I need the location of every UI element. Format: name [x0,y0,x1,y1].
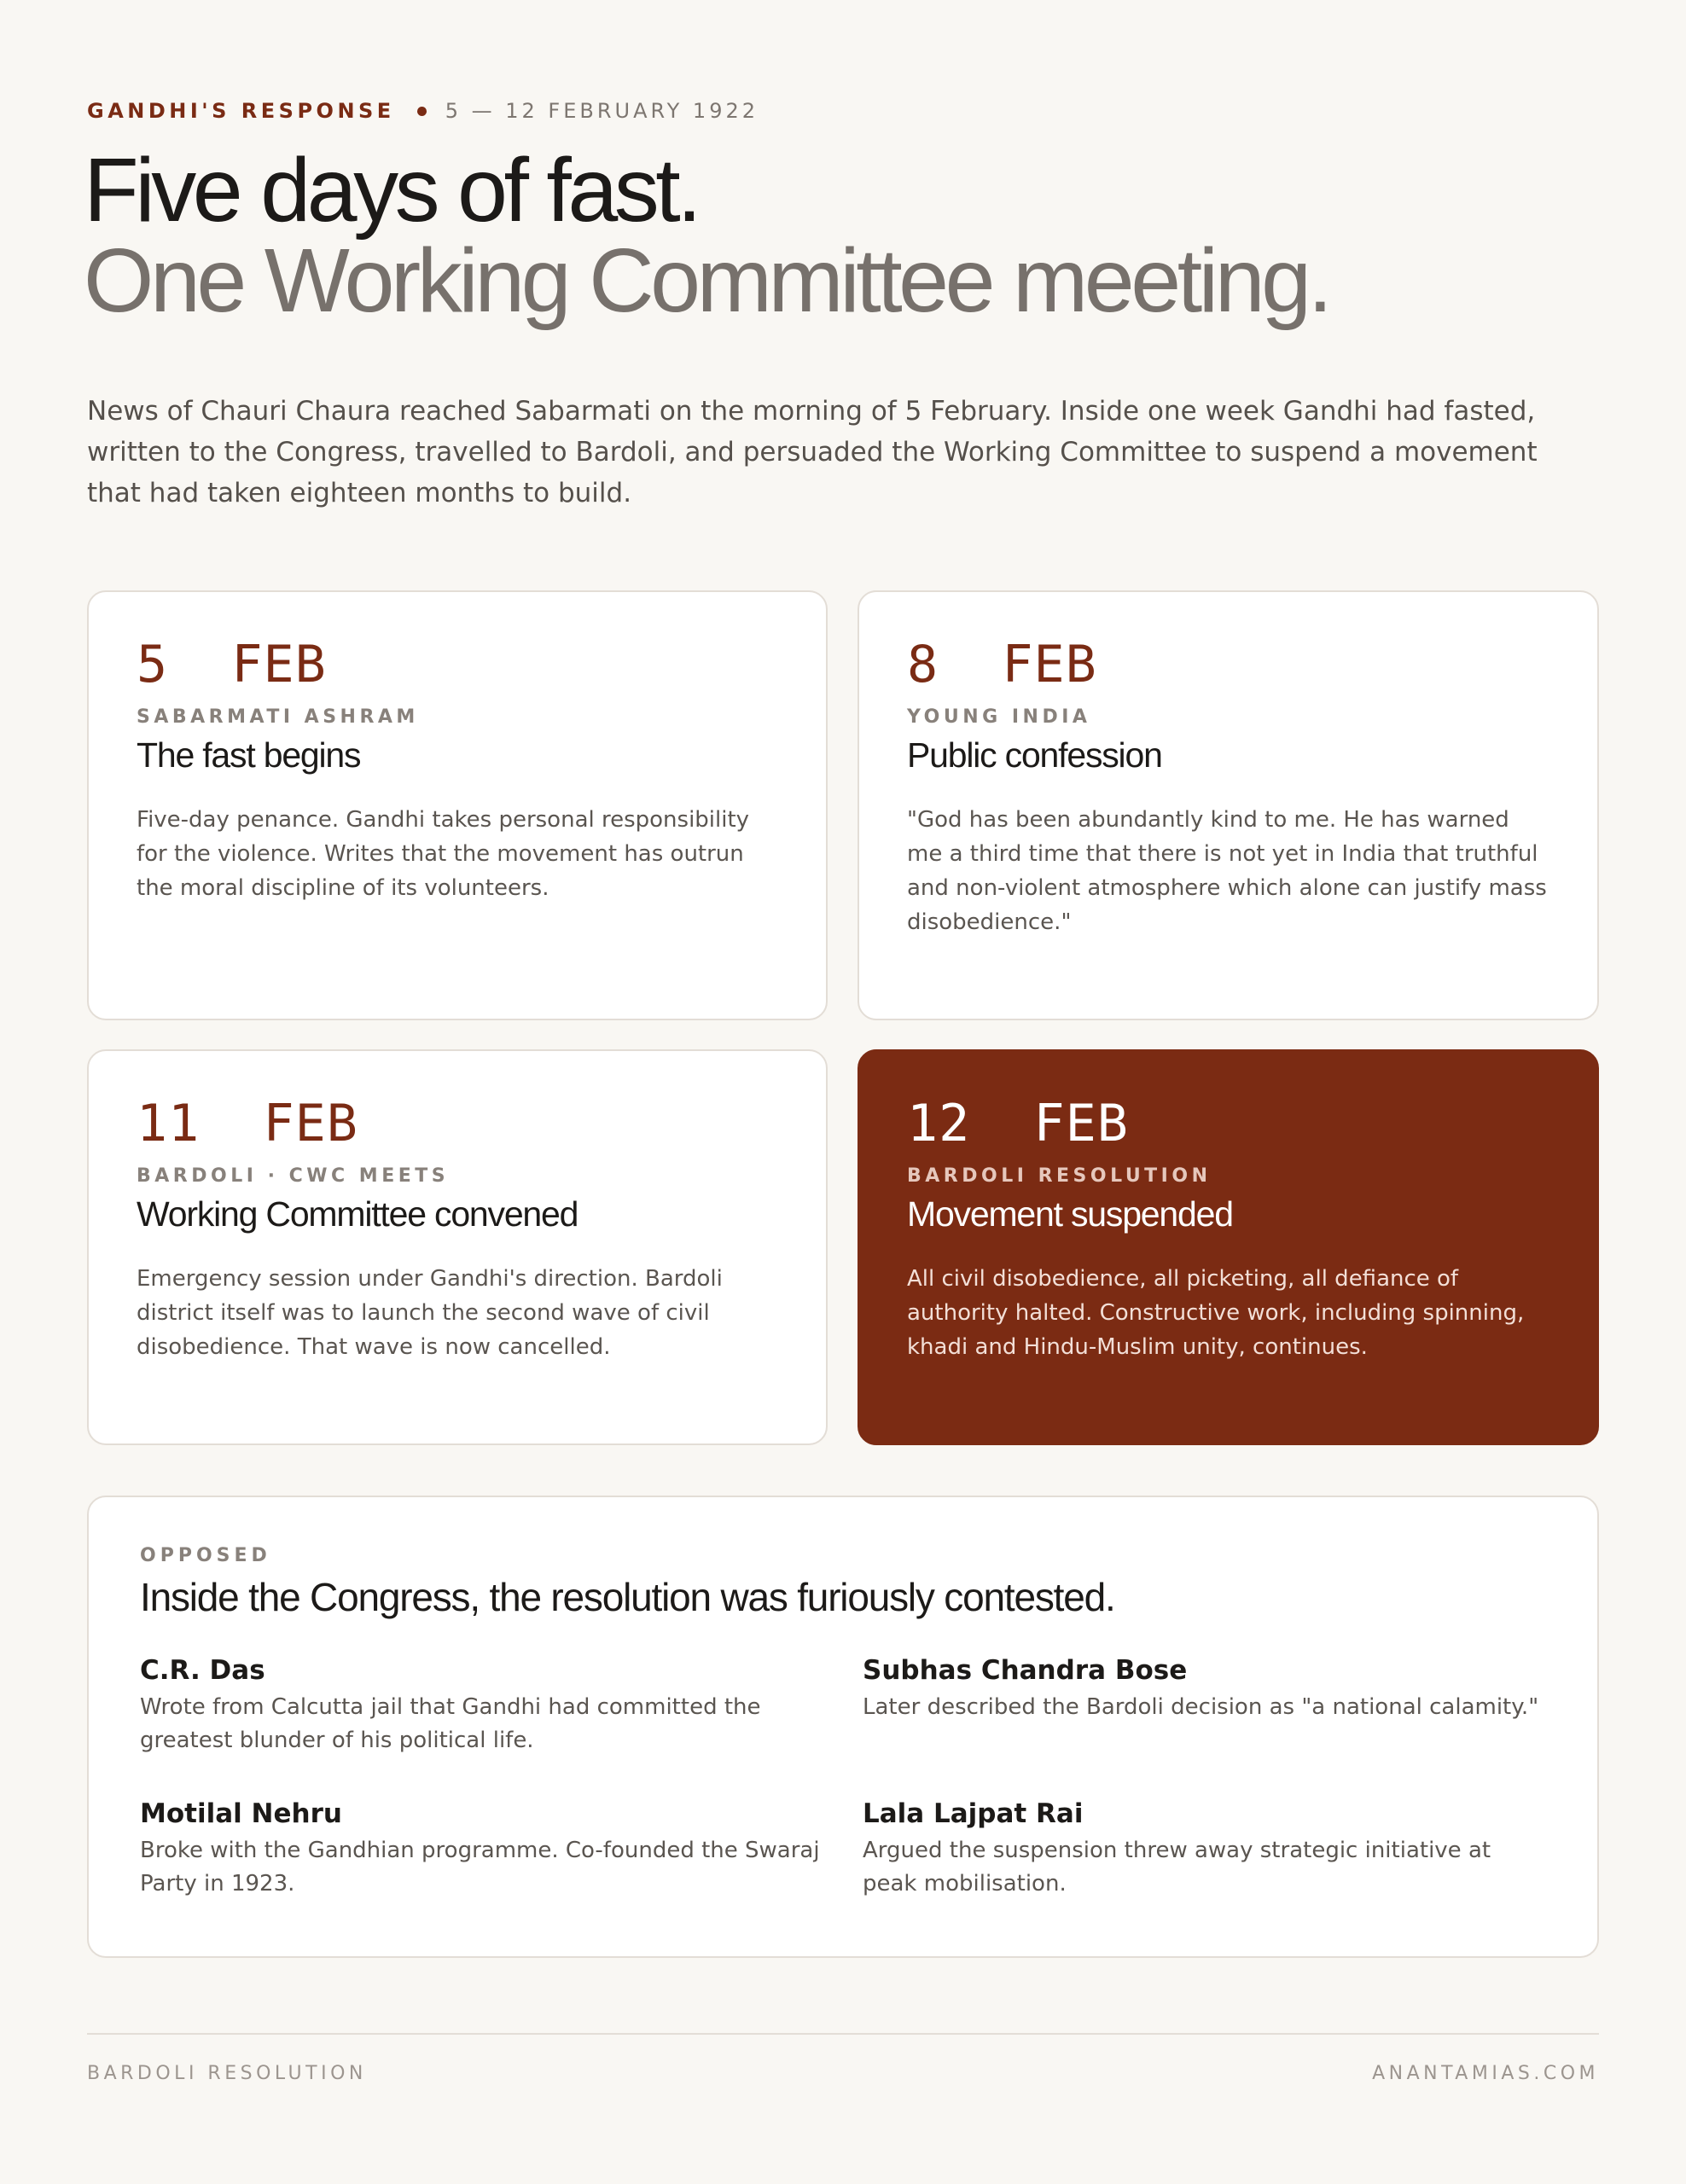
opposed-people [140,1653,1546,1926]
person-cr-das [140,1653,823,1757]
card-body: Emergency session under Gandhi's direction. Bardoli district itself was to launch the second wave of civil disobedience. That wave is now cancelled. [137,1266,723,1360]
kicker-dates: 5 — 12 FEBRUARY 1922 [445,99,759,123]
person-motilal-nehru [140,1797,823,1901]
headline [84,140,1329,331]
person-name: Motilal Nehru [140,1798,342,1829]
person-desc: Wrote from Calcutta jail that Gandhi had committed the greatest blunder of his political life. [140,1694,761,1753]
person-desc: Argued the suspension threw away strategic initiative at peak mobilisation. [863,1838,1491,1896]
person-name: Lala Lajpat Rai [863,1798,1084,1829]
timeline-card-5-feb [87,590,828,1020]
intro-paragraph: News of Chauri Chaura reached Sabarmati on the morning of 5 February. Inside one week Gandhi had fasted, written to the Congress, travelled to Bardoli, and persuaded the Working Committee to suspend a movement that had taken eighteen months to build. [87,396,1538,508]
card-date: 8 FEB [907,635,1097,694]
timeline-card-12-feb [858,1049,1599,1445]
person-lala-lajpat-rai [863,1797,1545,1901]
card-title: Movement suspended [907,1194,1233,1234]
headline-line-1: Five days of fast. [84,140,699,241]
person-name: Subhas Chandra Bose [863,1655,1188,1686]
person-name: C.R. Das [140,1655,265,1686]
person-desc: Broke with the Gandhian programme. Co-founded the Swaraj Party in 1923. [140,1838,820,1896]
bullet-dot-icon [417,107,427,116]
opposed-label: OPPOSED [140,1545,271,1566]
headline-line-2: One Working Committee meeting. [84,230,1329,331]
card-place: SABARMATI ASHRAM [137,706,419,728]
kicker-label: GANDHI'S RESPONSE [87,99,395,123]
card-date: 5 FEB [137,635,327,694]
footer-divider [87,2033,1599,2035]
card-place: BARDOLI RESOLUTION [907,1165,1212,1187]
footer-right: ANANTAMIAS.COM [1372,2063,1599,2084]
card-place: YOUNG INDIA [907,706,1091,728]
person-subhas-chandra-bose [863,1653,1545,1724]
card-place: BARDOLI · CWC MEETS [137,1165,450,1187]
card-date: 11 FEB [137,1094,358,1153]
timeline-card-11-feb [87,1049,828,1445]
card-date: 12 FEB [907,1094,1129,1153]
card-title: The fast begins [137,735,361,775]
card-title: Working Committee convened [137,1194,578,1234]
timeline-card-8-feb [858,590,1599,1020]
card-body: "God has been abundantly kind to me. He has warned me a third time that there is not yet in India that truthful and non-violent atmosphere which alone can justify mass disobedience." [907,807,1547,935]
person-desc: Later described the Bardoli decision as "a national calamity." [863,1694,1539,1720]
footer-left: BARDOLI RESOLUTION [87,2063,367,2084]
opposed-panel [87,1496,1599,1958]
card-title: Public confession [907,735,1162,775]
card-body: All civil disobedience, all picketing, all defiance of authority halted. Constructive work, including spinning, khadi and Hindu-Muslim unity, continues. [907,1266,1525,1360]
kicker [87,99,759,123]
card-body: Five-day penance. Gandhi takes personal responsibility for the violence. Writes that the movement has outrun the moral discipline of its volunteers. [137,807,750,901]
opposed-heading: Inside the Congress, the resolution was furiously contested. [140,1575,1115,1619]
